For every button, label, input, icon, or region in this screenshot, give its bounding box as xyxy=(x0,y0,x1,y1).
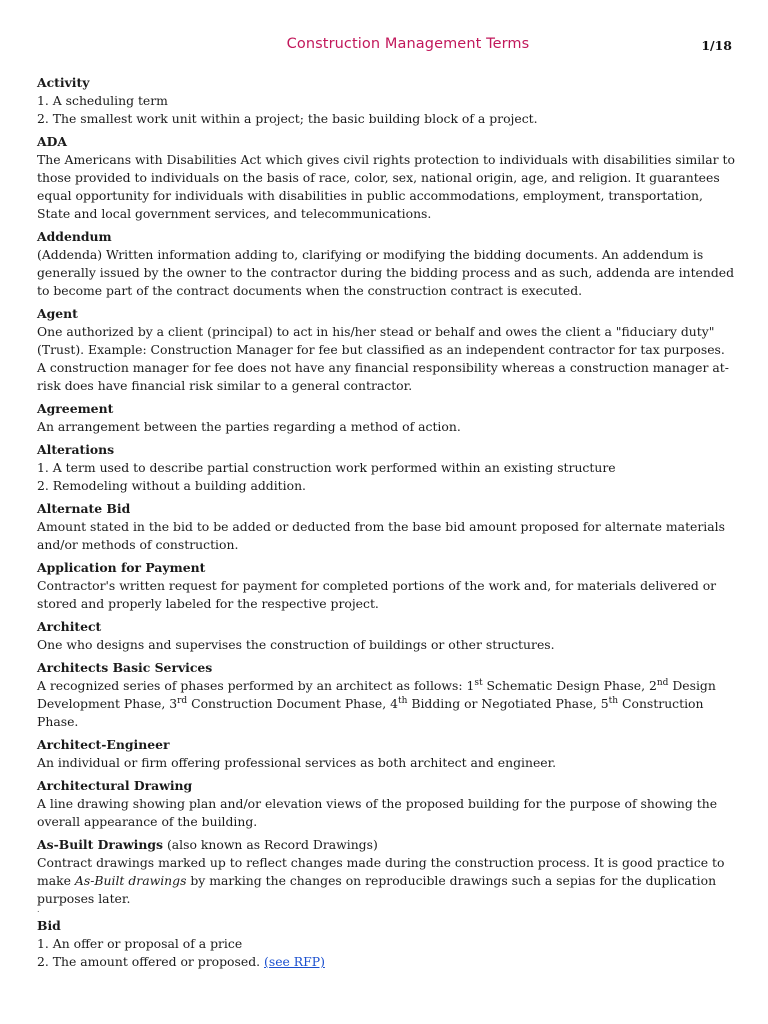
term-heading: Addendum xyxy=(37,229,112,244)
term-heading: ADA xyxy=(37,134,67,149)
ordinal-suffix: th xyxy=(397,696,408,706)
text-run: Construction Document Phase, 4 xyxy=(187,696,398,711)
entry-as-built-drawings xyxy=(37,836,735,912)
ordinal-suffix: nd xyxy=(656,678,669,688)
ordinal-suffix: st xyxy=(474,678,483,688)
text-run: A recognized series of phases performed by an architect as follows: 1 xyxy=(37,678,475,693)
document-title: Construction Management Terms xyxy=(286,36,530,52)
text-run: Construction Phase. xyxy=(37,696,704,729)
text-run: Contract drawings marked up to reflect changes made during the construction process. It is good practice to make xyxy=(37,855,725,888)
term-heading: Architect xyxy=(37,619,102,634)
page-header xyxy=(0,36,768,58)
definition-text xyxy=(37,677,735,731)
definition-line xyxy=(37,953,735,971)
definition-text xyxy=(37,854,735,908)
term-heading: Architect-Engineer xyxy=(37,737,170,752)
entry-application-for-payment xyxy=(37,559,735,613)
definition-text: A line drawing showing plan and/or elevation views of the proposed building for the purpose of showing the overall appearance of the building. xyxy=(37,796,718,829)
glossary-content xyxy=(37,74,735,976)
text-run: Design Development Phase, 3 xyxy=(37,678,716,711)
definition-text: Amount stated in the bid to be added or deducted from the base bid amount proposed for alternate materials and/or methods of construction. xyxy=(37,519,725,552)
term-heading: Agent xyxy=(37,306,78,321)
term-alias: (also known as Record Drawings) xyxy=(163,837,378,852)
definition-line: 1. A term used to describe partial construction work performed within an existing structure xyxy=(37,460,616,475)
entry-architect xyxy=(37,618,735,654)
definition-line: 2. The smallest work unit within a project; the basic building block of a project. xyxy=(37,111,538,126)
definition-text: (Addenda) Written information adding to, clarifying or modifying the bidding documents. An addendum is generally issued by the owner to the contractor during the bidding process and as such, addenda are intended to become part of the contract documents when the construction contract is executed. xyxy=(37,247,735,298)
entry-addendum xyxy=(37,228,735,300)
term-heading: As-Built Drawings xyxy=(37,837,163,852)
entry-agent xyxy=(37,305,735,395)
definition-text: One who designs and supervises the construction of buildings or other structures. xyxy=(37,637,555,652)
term-heading: Agreement xyxy=(37,401,114,416)
text-run: Bidding or Negotiated Phase, 5 xyxy=(407,696,609,711)
entry-architects-basic-services xyxy=(37,659,735,731)
see-rfp-link[interactable]: (see RFP) xyxy=(264,954,325,969)
emphasis-text: As-Built drawings xyxy=(74,873,187,888)
entry-ada xyxy=(37,133,735,223)
text-run: Schematic Design Phase, 2 xyxy=(482,678,657,693)
definition-text: The Americans with Disabilities Act which gives civil rights protection to individuals with disabilities similar to those provided to individuals on the basis of race, color, sex, national origin, age, and religion. It guarantees equal opportunity for individuals with disabilities in public accommodations, employment, transportation, State and local government services, and telecommunications. xyxy=(37,152,735,221)
term-heading-line xyxy=(37,836,735,854)
text-run: by marking the changes on reproducible drawings such a sepias for the duplication purposes later. xyxy=(37,873,717,906)
entry-alternate-bid xyxy=(37,500,735,554)
term-heading: Alterations xyxy=(37,442,115,457)
term-heading: Application for Payment xyxy=(37,560,206,575)
entry-agreement xyxy=(37,400,735,436)
entry-architect-engineer xyxy=(37,736,735,772)
term-heading: Bid xyxy=(37,918,61,933)
term-heading: Activity xyxy=(37,75,90,90)
definition-line: 1. An offer or proposal of a price xyxy=(37,936,243,951)
definition-text: An individual or firm offering professional services as both architect and engineer. xyxy=(37,755,557,770)
page-number: 1/18 xyxy=(701,38,732,53)
entry-bid xyxy=(37,917,735,971)
definition-line: 1. A scheduling term xyxy=(37,93,168,108)
text-run: 2. The amount offered or proposed. xyxy=(37,954,265,969)
stray-dot: . xyxy=(37,905,40,914)
definition-line: 2. Remodeling without a building addition. xyxy=(37,478,307,493)
definition-text: One authorized by a client (principal) to act in his/her stead or behalf and owes the client a "fiduciary duty" (Trust). Example: Construction Manager for fee but classified as an independent contractor for tax purposes. A construction manager for fee does not have any financial responsibility whereas a construction manager at-risk does have financial risk similar to a general contractor. xyxy=(37,324,729,393)
definition-text: Contractor's written request for payment for completed portions of the work and, for materials delivered or stored and properly labeled for the respective project. xyxy=(37,578,717,611)
ordinal-suffix: rd xyxy=(177,696,188,706)
entry-activity xyxy=(37,74,735,128)
entry-alterations xyxy=(37,441,735,495)
entry-architectural-drawing xyxy=(37,777,735,831)
definition-text: An arrangement between the parties regarding a method of action. xyxy=(37,419,461,434)
term-heading: Alternate Bid xyxy=(37,501,131,516)
term-heading: Architectural Drawing xyxy=(37,778,193,793)
ordinal-suffix: th xyxy=(608,696,619,706)
term-heading: Architects Basic Services xyxy=(37,660,213,675)
